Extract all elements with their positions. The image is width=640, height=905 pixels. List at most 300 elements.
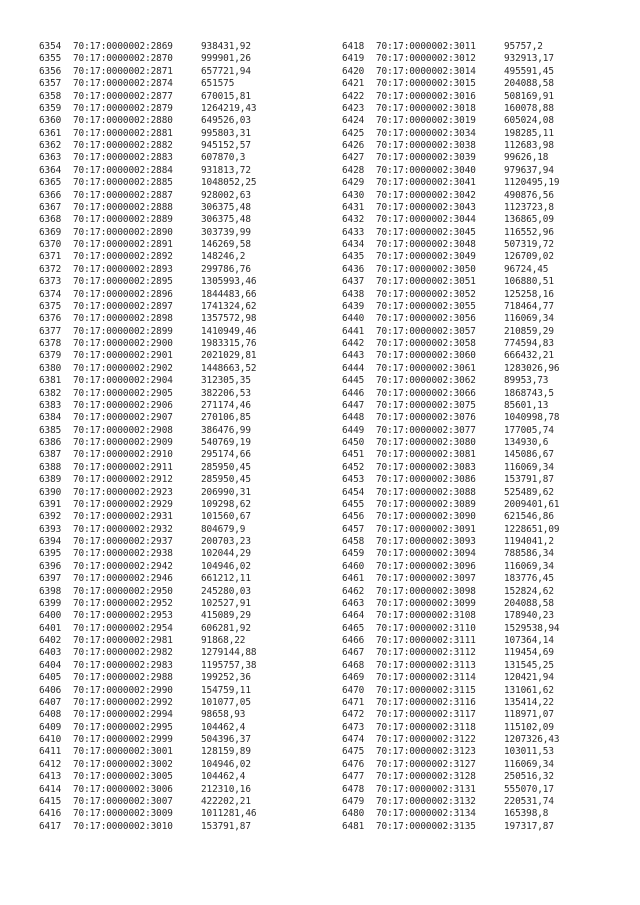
table-row <box>342 115 640 127</box>
cadastral-number: 70:17:0000002:3010 <box>73 820 173 832</box>
row-index: 6428 <box>342 164 365 176</box>
row-index: 6361 <box>39 127 62 139</box>
row-index: 6401 <box>39 622 62 634</box>
row-index: 6460 <box>342 560 365 572</box>
cadastral-value: 386476,99 <box>201 424 251 436</box>
table-row <box>342 190 640 202</box>
table-row <box>39 697 339 709</box>
cadastral-number: 70:17:0000002:3015 <box>376 78 476 90</box>
cadastral-number: 70:17:0000002:3096 <box>376 560 476 572</box>
row-index: 6456 <box>342 511 365 523</box>
row-index: 6378 <box>39 338 62 349</box>
row-index: 6476 <box>342 758 365 770</box>
cadastral-number: 70:17:0000002:2954 <box>73 622 173 634</box>
cadastral-value: 415089,29 <box>201 610 251 622</box>
left-column <box>39 41 339 833</box>
row-index: 6392 <box>39 511 62 523</box>
row-index: 6443 <box>342 350 365 362</box>
table-row <box>342 338 640 350</box>
cadastral-value: 270106,85 <box>201 412 251 424</box>
row-index: 6478 <box>342 783 365 795</box>
cadastral-value: 85601,13 <box>504 399 549 411</box>
table-row <box>39 165 339 177</box>
cadastral-number: 70:17:0000002:3131 <box>376 783 476 795</box>
table-row <box>39 412 339 424</box>
table-row <box>39 598 339 610</box>
table-row <box>39 103 339 115</box>
row-index: 6418 <box>342 41 365 52</box>
table-row <box>342 412 640 424</box>
table-row <box>39 251 339 263</box>
table-row <box>39 573 339 585</box>
table-row <box>39 536 339 548</box>
cadastral-number: 70:17:0000002:2990 <box>73 684 173 696</box>
cadastral-value: 118971,07 <box>504 709 554 721</box>
cadastral-number: 70:17:0000002:3044 <box>376 214 476 226</box>
cadastral-value: 540769,19 <box>201 437 251 448</box>
cadastral-number: 70:17:0000002:2910 <box>73 449 173 461</box>
table-row <box>342 177 640 189</box>
cadastral-number: 70:17:0000002:3061 <box>376 362 476 374</box>
row-index: 6459 <box>342 548 365 560</box>
cadastral-value: 606281,92 <box>201 622 251 634</box>
row-index: 6480 <box>342 808 365 820</box>
row-index: 6444 <box>342 362 365 374</box>
row-index: 6393 <box>39 523 62 535</box>
cadastral-number: 70:17:0000002:2889 <box>73 214 173 226</box>
table-row <box>39 759 339 771</box>
cadastral-value: 96724,45 <box>504 263 549 275</box>
row-index: 6355 <box>39 53 62 65</box>
cadastral-number: 70:17:0000002:2897 <box>73 300 173 312</box>
cadastral-number: 70:17:0000002:2899 <box>73 325 173 337</box>
cadastral-value: 126709,02 <box>504 251 554 263</box>
row-index: 6360 <box>39 115 62 127</box>
cadastral-number: 70:17:0000002:2871 <box>73 65 173 77</box>
cadastral-value: 131061,62 <box>504 684 554 696</box>
cadastral-value: 91868,22 <box>201 635 246 646</box>
cadastral-number: 70:17:0000002:3051 <box>376 276 476 288</box>
cadastral-number: 70:17:0000002:3050 <box>376 263 476 275</box>
row-index: 6402 <box>39 635 62 646</box>
cadastral-value: 102044,29 <box>201 548 251 560</box>
table-row <box>342 375 640 387</box>
cadastral-value: 1048052,25 <box>201 177 257 189</box>
cadastral-number: 70:17:0000002:3043 <box>376 201 476 213</box>
cadastral-number: 70:17:0000002:3040 <box>376 164 476 176</box>
row-index: 6365 <box>39 177 62 189</box>
table-row <box>342 103 640 115</box>
cadastral-value: 119454,69 <box>504 647 554 659</box>
row-index: 6390 <box>39 486 62 498</box>
table-row <box>342 425 640 437</box>
row-index: 6440 <box>342 313 365 325</box>
cadastral-number: 70:17:0000002:3034 <box>376 127 476 139</box>
table-row <box>342 301 640 313</box>
cadastral-value: 306375,48 <box>201 214 251 226</box>
cadastral-value: 422202,21 <box>201 795 251 807</box>
row-index: 6421 <box>342 78 365 90</box>
cadastral-number: 70:17:0000002:2869 <box>73 41 173 52</box>
cadastral-value: 134930,6 <box>504 437 549 448</box>
row-index: 6359 <box>39 102 62 114</box>
cadastral-value: 945152,57 <box>201 140 251 151</box>
row-index: 6458 <box>342 536 365 547</box>
cadastral-value: 204088,58 <box>504 597 554 609</box>
row-index: 6481 <box>342 820 365 832</box>
row-index: 6431 <box>342 201 365 213</box>
cadastral-value: 2021029,81 <box>201 350 257 362</box>
table-row <box>342 400 640 412</box>
row-index: 6400 <box>39 610 62 622</box>
cadastral-number: 70:17:0000002:3006 <box>73 783 173 795</box>
table-row <box>342 276 640 288</box>
table-row <box>39 276 339 288</box>
cadastral-value: 131545,25 <box>504 659 554 671</box>
cadastral-value: 210859,29 <box>504 325 554 337</box>
table-row <box>39 796 339 808</box>
cadastral-value: 153791,87 <box>201 820 251 832</box>
row-index: 6368 <box>39 214 62 226</box>
row-index: 6463 <box>342 597 365 609</box>
cadastral-number: 70:17:0000002:2938 <box>73 548 173 560</box>
row-index: 6442 <box>342 338 365 349</box>
table-row <box>342 672 640 684</box>
cadastral-value: 104946,02 <box>201 560 251 572</box>
cadastral-value: 495591,45 <box>504 65 554 77</box>
table-row <box>342 771 640 783</box>
row-index: 6465 <box>342 622 365 634</box>
cadastral-number: 70:17:0000002:3086 <box>376 474 476 486</box>
cadastral-number: 70:17:0000002:2888 <box>73 201 173 213</box>
row-index: 6372 <box>39 263 62 275</box>
table-row <box>342 251 640 263</box>
row-index: 6404 <box>39 659 62 671</box>
table-row <box>342 511 640 523</box>
cadastral-number: 70:17:0000002:3111 <box>376 635 476 646</box>
table-row <box>39 313 339 325</box>
row-index: 6369 <box>39 226 62 238</box>
table-row <box>342 759 640 771</box>
cadastral-number: 70:17:0000002:3122 <box>376 734 476 745</box>
row-index: 6395 <box>39 548 62 560</box>
cadastral-number: 70:17:0000002:2953 <box>73 610 173 622</box>
table-row <box>39 350 339 362</box>
row-index: 6424 <box>342 115 365 127</box>
cadastral-number: 70:17:0000002:2895 <box>73 276 173 288</box>
table-row <box>342 350 640 362</box>
table-row <box>342 573 640 585</box>
cadastral-value: 1195757,38 <box>201 659 257 671</box>
table-row <box>342 449 640 461</box>
cadastral-number: 70:17:0000002:3113 <box>376 659 476 671</box>
cadastral-value: 1844483,66 <box>201 288 257 300</box>
cadastral-number: 70:17:0000002:2923 <box>73 486 173 498</box>
cadastral-value: 101077,05 <box>201 696 251 708</box>
cadastral-value: 657721,94 <box>201 65 251 77</box>
table-row <box>342 610 640 622</box>
cadastral-value: 1120495,19 <box>504 177 560 189</box>
table-row <box>39 821 339 833</box>
cadastral-number: 70:17:0000002:2901 <box>73 350 173 362</box>
cadastral-number: 70:17:0000002:3049 <box>376 251 476 263</box>
cadastral-number: 70:17:0000002:3128 <box>376 771 476 783</box>
cadastral-number: 70:17:0000002:3090 <box>376 511 476 523</box>
table-row <box>342 202 640 214</box>
cadastral-value: 220531,74 <box>504 795 554 807</box>
cadastral-value: 504396,37 <box>201 734 251 745</box>
cadastral-value: 2009401,61 <box>504 498 560 510</box>
cadastral-value: 931813,72 <box>201 164 251 176</box>
cadastral-value: 106880,51 <box>504 276 554 288</box>
row-index: 6467 <box>342 647 365 659</box>
row-index: 6367 <box>39 201 62 213</box>
table-row <box>342 41 640 53</box>
cadastral-number: 70:17:0000002:3094 <box>376 548 476 560</box>
row-index: 6354 <box>39 41 62 52</box>
row-index: 6435 <box>342 251 365 263</box>
row-index: 6445 <box>342 375 365 387</box>
table-row <box>39 623 339 635</box>
table-row <box>342 709 640 721</box>
row-index: 6451 <box>342 449 365 461</box>
cadastral-value: 271174,46 <box>201 399 251 411</box>
row-index: 6422 <box>342 90 365 102</box>
row-index: 6447 <box>342 399 365 411</box>
cadastral-value: 285950,45 <box>201 461 251 473</box>
row-index: 6453 <box>342 474 365 486</box>
cadastral-value: 605024,08 <box>504 115 554 127</box>
table-row <box>39 388 339 400</box>
cadastral-number: 70:17:0000002:2907 <box>73 412 173 424</box>
cadastral-number: 70:17:0000002:2982 <box>73 647 173 659</box>
row-index: 6394 <box>39 536 62 547</box>
row-index: 6379 <box>39 350 62 362</box>
cadastral-value: 295174,66 <box>201 449 251 461</box>
cadastral-value: 382206,53 <box>201 387 251 399</box>
table-row <box>342 660 640 672</box>
cadastral-value: 95757,2 <box>504 41 543 52</box>
cadastral-number: 70:17:0000002:3091 <box>376 523 476 535</box>
table-row <box>39 190 339 202</box>
row-index: 6454 <box>342 486 365 498</box>
cadastral-value: 104462,4 <box>201 771 246 783</box>
cadastral-number: 70:17:0000002:3001 <box>73 746 173 758</box>
cadastral-value: 774594,83 <box>504 338 554 349</box>
cadastral-number: 70:17:0000002:2929 <box>73 498 173 510</box>
row-index: 6405 <box>39 672 62 684</box>
cadastral-number: 70:17:0000002:2879 <box>73 102 173 114</box>
row-index: 6448 <box>342 412 365 424</box>
row-index: 6375 <box>39 300 62 312</box>
cadastral-value: 102527,91 <box>201 597 251 609</box>
table-row <box>39 338 339 350</box>
table-row <box>342 363 640 375</box>
cadastral-number: 70:17:0000002:3093 <box>376 536 476 547</box>
cadastral-number: 70:17:0000002:2902 <box>73 362 173 374</box>
cadastral-number: 70:17:0000002:2905 <box>73 387 173 399</box>
cadastral-value: 152824,62 <box>504 585 554 597</box>
row-index: 6396 <box>39 560 62 572</box>
cadastral-number: 70:17:0000002:3098 <box>376 585 476 597</box>
cadastral-number: 70:17:0000002:2884 <box>73 164 173 176</box>
row-index: 6413 <box>39 771 62 783</box>
row-index: 6427 <box>342 152 365 164</box>
cadastral-value: 999901,26 <box>201 53 251 65</box>
cadastral-number: 70:17:0000002:2981 <box>73 635 173 646</box>
cadastral-value: 145086,67 <box>504 449 554 461</box>
cadastral-number: 70:17:0000002:2952 <box>73 597 173 609</box>
cadastral-number: 70:17:0000002:3042 <box>376 189 476 201</box>
row-index: 6429 <box>342 177 365 189</box>
row-index: 6377 <box>39 325 62 337</box>
row-index: 6446 <box>342 387 365 399</box>
table-row <box>39 289 339 301</box>
cadastral-value: 670015,81 <box>201 90 251 102</box>
row-index: 6430 <box>342 189 365 201</box>
table-row <box>39 400 339 412</box>
cadastral-value: 120421,94 <box>504 672 554 684</box>
cadastral-number: 70:17:0000002:3007 <box>73 795 173 807</box>
cadastral-value: 116069,34 <box>504 461 554 473</box>
cadastral-number: 70:17:0000002:3117 <box>376 709 476 721</box>
cadastral-number: 70:17:0000002:3062 <box>376 375 476 387</box>
cadastral-number: 70:17:0000002:3123 <box>376 746 476 758</box>
row-index: 6376 <box>39 313 62 325</box>
cadastral-value: 104946,02 <box>201 758 251 770</box>
table-row <box>39 734 339 746</box>
row-index: 6357 <box>39 78 62 90</box>
table-row <box>342 214 640 226</box>
cadastral-value: 666432,21 <box>504 350 554 362</box>
cadastral-number: 70:17:0000002:3016 <box>376 90 476 102</box>
table-row <box>342 647 640 659</box>
cadastral-number: 70:17:0000002:2877 <box>73 90 173 102</box>
cadastral-number: 70:17:0000002:3057 <box>376 325 476 337</box>
cadastral-value: 1194041,2 <box>504 536 554 547</box>
cadastral-number: 70:17:0000002:2881 <box>73 127 173 139</box>
cadastral-value: 116552,96 <box>504 226 554 238</box>
table-row <box>342 722 640 734</box>
cadastral-number: 70:17:0000002:3108 <box>376 610 476 622</box>
cadastral-number: 70:17:0000002:3012 <box>376 53 476 65</box>
table-row <box>342 66 640 78</box>
cadastral-value: 146269,58 <box>201 239 251 250</box>
cadastral-value: 135414,22 <box>504 696 554 708</box>
row-index: 6408 <box>39 709 62 721</box>
row-index: 6364 <box>39 164 62 176</box>
table-row <box>39 548 339 560</box>
table-row <box>39 722 339 734</box>
cadastral-number: 70:17:0000002:3112 <box>376 647 476 659</box>
cadastral-number: 70:17:0000002:3056 <box>376 313 476 325</box>
table-row <box>342 734 640 746</box>
cadastral-value: 89953,73 <box>504 375 549 387</box>
row-index: 6382 <box>39 387 62 399</box>
table-row <box>342 140 640 152</box>
table-row <box>342 91 640 103</box>
right-column <box>342 41 640 833</box>
cadastral-number: 70:17:0000002:2896 <box>73 288 173 300</box>
table-row <box>39 524 339 536</box>
cadastral-value: 525489,62 <box>504 486 554 498</box>
table-row <box>39 474 339 486</box>
table-row <box>39 66 339 78</box>
table-row <box>39 363 339 375</box>
cadastral-number: 70:17:0000002:3055 <box>376 300 476 312</box>
table-row <box>342 548 640 560</box>
cadastral-number: 70:17:0000002:3127 <box>376 758 476 770</box>
cadastral-value: 1305993,46 <box>201 276 257 288</box>
cadastral-value: 651575 <box>201 78 235 90</box>
table-row <box>39 487 339 499</box>
cadastral-number: 70:17:0000002:3080 <box>376 437 476 448</box>
cadastral-number: 70:17:0000002:2882 <box>73 140 173 151</box>
cadastral-value: 178940,23 <box>504 610 554 622</box>
cadastral-number: 70:17:0000002:3132 <box>376 795 476 807</box>
row-index: 6472 <box>342 709 365 721</box>
table-row <box>39 301 339 313</box>
cadastral-number: 70:17:0000002:2909 <box>73 437 173 448</box>
cadastral-number: 70:17:0000002:2906 <box>73 399 173 411</box>
cadastral-value: 285950,45 <box>201 474 251 486</box>
cadastral-value: 197317,87 <box>504 820 554 832</box>
cadastral-number: 70:17:0000002:3097 <box>376 573 476 585</box>
cadastral-number: 70:17:0000002:2999 <box>73 734 173 745</box>
cadastral-value: 555070,17 <box>504 783 554 795</box>
row-index: 6469 <box>342 672 365 684</box>
cadastral-value: 1283026,96 <box>504 362 560 374</box>
row-index: 6462 <box>342 585 365 597</box>
cadastral-value: 128159,89 <box>201 746 251 758</box>
table-row <box>39 53 339 65</box>
row-index: 6437 <box>342 276 365 288</box>
cadastral-number: 70:17:0000002:2995 <box>73 721 173 733</box>
table-row <box>342 388 640 400</box>
row-index: 6388 <box>39 461 62 473</box>
cadastral-value: 199252,36 <box>201 672 251 684</box>
table-row <box>342 264 640 276</box>
table-row <box>39 635 339 647</box>
row-index: 6387 <box>39 449 62 461</box>
cadastral-number: 70:17:0000002:3039 <box>376 152 476 164</box>
cadastral-number: 70:17:0000002:2887 <box>73 189 173 201</box>
cadastral-number: 70:17:0000002:2892 <box>73 251 173 263</box>
row-index: 6399 <box>39 597 62 609</box>
cadastral-value: 1123723,8 <box>504 201 554 213</box>
cadastral-number: 70:17:0000002:2891 <box>73 239 173 250</box>
row-index: 6362 <box>39 140 62 151</box>
cadastral-value: 1264219,43 <box>201 102 257 114</box>
table-row <box>39 41 339 53</box>
table-row <box>342 289 640 301</box>
table-row <box>342 165 640 177</box>
table-row <box>39 375 339 387</box>
table-row <box>39 771 339 783</box>
cadastral-value: 109298,62 <box>201 498 251 510</box>
cadastral-value: 112683,98 <box>504 140 554 151</box>
row-index: 6414 <box>39 783 62 795</box>
cadastral-number: 70:17:0000002:3118 <box>376 721 476 733</box>
row-index: 6386 <box>39 437 62 448</box>
cadastral-value: 1207326,43 <box>504 734 560 745</box>
table-row <box>342 524 640 536</box>
row-index: 6474 <box>342 734 365 745</box>
cadastral-value: 200703,23 <box>201 536 251 547</box>
row-index: 6466 <box>342 635 365 646</box>
cadastral-value: 804679,9 <box>201 523 246 535</box>
table-row <box>342 821 640 833</box>
